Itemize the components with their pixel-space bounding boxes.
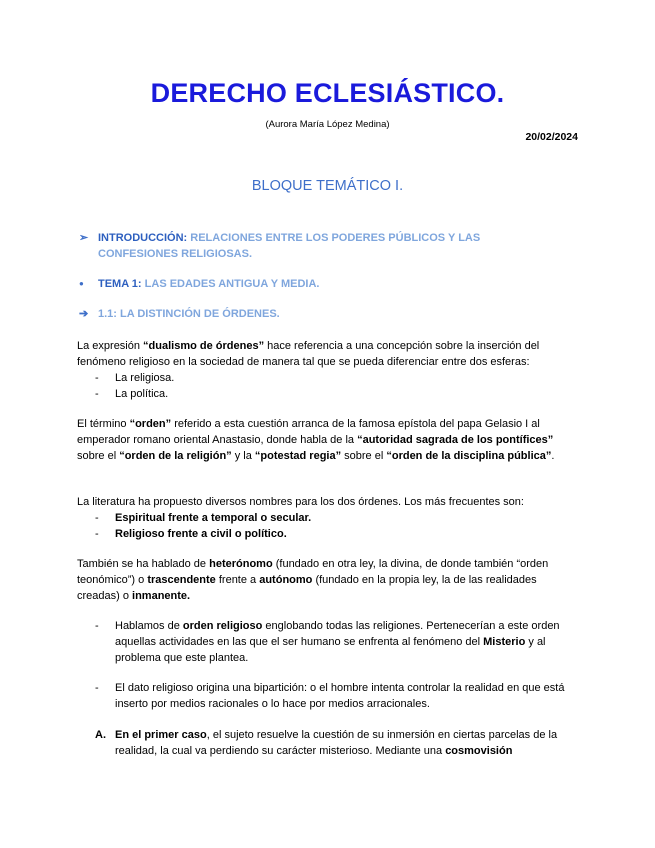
text-run: El término <box>77 418 130 430</box>
bold-term: “orden” <box>129 418 172 430</box>
dash-list <box>77 510 579 542</box>
list-item-text: Espiritual frente a temporal o secular. <box>115 512 312 524</box>
bold-term: autónomo <box>259 574 313 586</box>
section-tema1 <box>79 276 538 292</box>
section-intro <box>79 230 538 262</box>
bold-term: “autoridad sagrada de los pontífices” <box>357 434 554 446</box>
bold-term: cosmovisión <box>445 745 513 757</box>
bold-term: “potestad regia” <box>254 450 342 462</box>
text-run: frente a <box>215 574 260 586</box>
dash-marker: - <box>95 388 99 400</box>
text-run: , el sujeto resuelve la cuestión de su inmersión en ciertas parcelas de la realidad, la cual va perdiendo su carácter misterioso. Mediante una <box>115 729 558 757</box>
document-title: DERECHO ECLESIÁSTICO. <box>150 78 505 108</box>
item-text <box>77 618 579 666</box>
letter-marker: A. <box>95 729 106 741</box>
dash-item-biparticion <box>77 680 579 712</box>
list-item-text: Religioso frente a civil o político. <box>115 528 287 540</box>
text-run: sobre el <box>341 450 387 462</box>
author-line: (Aurora María López Medina) <box>265 119 390 130</box>
paragraph-orden <box>77 416 579 464</box>
text-run: . <box>551 450 555 462</box>
text-run: referido a esta cuestión arranca de la famosa epístola del papa Gelasio I al emperador romano oriental Anastasio, donde habla de la <box>77 418 540 446</box>
dash-item-orden-religioso <box>77 618 579 666</box>
dash-marker: - <box>95 682 99 694</box>
text-run: La expresión <box>77 340 144 352</box>
paragraph-text <box>77 338 579 370</box>
lettered-item-a <box>77 727 579 759</box>
paragraph-literatura <box>77 494 579 542</box>
arrow-bullet-icon: ➔ <box>79 308 89 320</box>
paragraph-text <box>77 416 579 464</box>
text-run: También se ha hablado de <box>77 558 210 570</box>
text-run: (fundado en la propia ley, la de las realidades creadas) o <box>77 574 537 602</box>
dash-marker: - <box>95 528 99 540</box>
text-run: sobre el <box>77 450 120 462</box>
paragraph-text <box>77 556 579 604</box>
bold-term: “orden de la religión” <box>119 450 232 462</box>
text-run: y la <box>231 450 255 462</box>
item-text <box>77 727 579 759</box>
list-item <box>77 526 579 542</box>
list-item-text: La religiosa. <box>115 372 175 384</box>
list-item <box>77 370 579 386</box>
section-label: INTRODUCCIÓN: <box>98 232 188 244</box>
bold-term: orden religioso <box>182 620 263 632</box>
item-text: El dato religioso origina una bipartición: o el hombre intenta controlar la realidad en que está inserto por medios racionales o lo hace por medios arracionales. <box>115 682 565 710</box>
dash-marker: - <box>95 372 99 384</box>
list-item <box>77 386 579 402</box>
bold-term: trascendente <box>147 574 216 586</box>
bold-term: “orden de la disciplina pública” <box>386 450 552 462</box>
text-run: hace referencia a una concepción sobre la inserción del fenómeno religioso en la sociedad de manera tal que se pueda diferenciar entre dos esferas: <box>77 340 540 368</box>
bold-term: inmanente. <box>132 590 191 602</box>
dash-marker: - <box>95 512 99 524</box>
text-run: Hablamos de <box>115 620 183 632</box>
bold-term: heterónomo <box>209 558 273 570</box>
paragraph-dualismo <box>77 338 579 402</box>
section-label: TEMA 1: <box>98 278 142 290</box>
text-run: englobando todas las religiones. Pertenecerían a este orden aquellas actividades en las que el ser humano se enfrenta al fenómeno del <box>115 620 560 648</box>
text-run: (fundado en otra ley, la divina, de donde también “orden teonómico”) o <box>77 558 549 586</box>
dash-marker: - <box>95 620 99 632</box>
text-run: y al problema que este plantea. <box>115 636 546 664</box>
paragraph-text: La literatura ha propuesto diversos nombres para los dos órdenes. Los más frecuentes son: <box>77 496 524 508</box>
document-date: 20/02/2024 <box>525 131 578 143</box>
bold-term: Misterio <box>483 636 526 648</box>
section-text: 1.1: LA DISTINCIÓN DE ÓRDENES. <box>98 308 280 320</box>
section-text: RELACIONES ENTRE LOS PODERES PÚBLICOS Y LAS CONFESIONES RELIGIOSAS. <box>98 232 481 260</box>
dash-list <box>77 370 579 402</box>
bold-term: “dualismo de órdenes” <box>143 340 265 352</box>
dot-bullet-icon: ● <box>79 279 84 288</box>
bold-term: En el primer caso <box>115 729 207 741</box>
section-text: LAS EDADES ANTIGUA Y MEDIA. <box>144 278 320 290</box>
list-item-text: La política. <box>115 388 169 400</box>
block-title: BLOQUE TEMÁTICO I. <box>251 178 404 194</box>
list-item <box>77 510 579 526</box>
arrowhead-bullet-icon: ➢ <box>79 232 89 244</box>
section-1-1 <box>79 306 538 322</box>
paragraph-heteronomo <box>77 556 579 604</box>
